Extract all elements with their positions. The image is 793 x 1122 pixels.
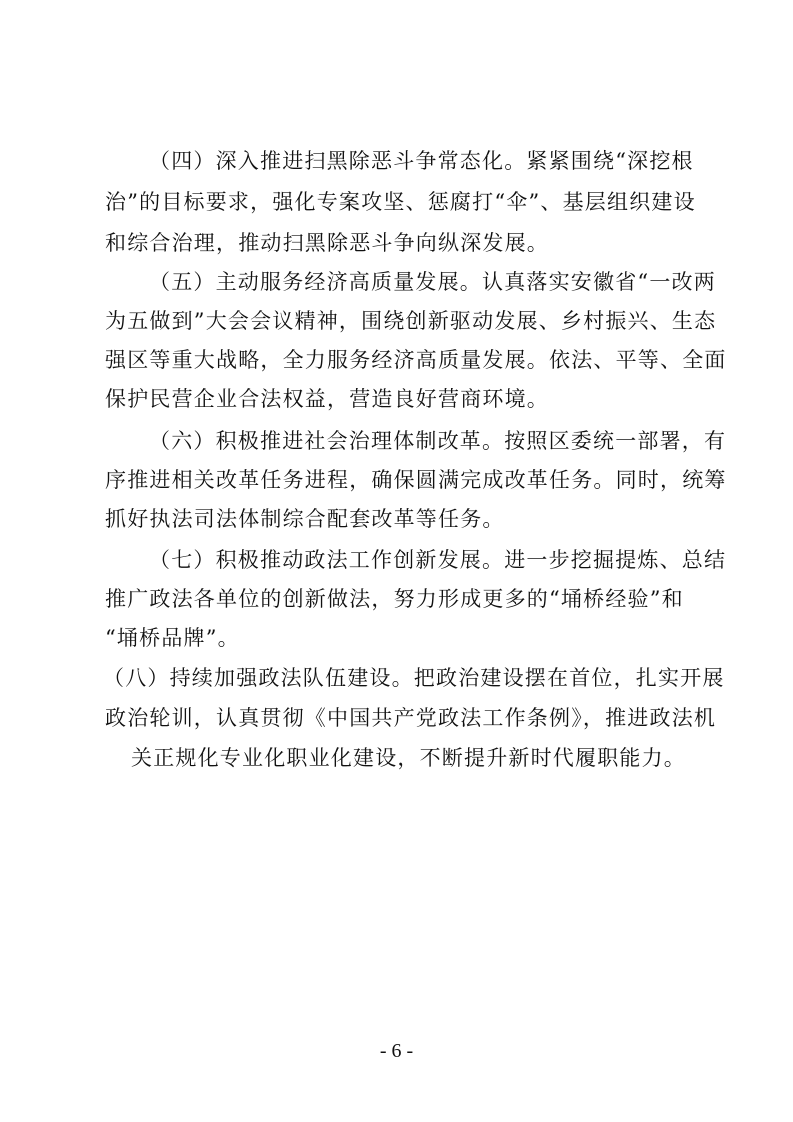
paragraph-line: （五）主动服务经济高质量发展。认真落实安徽省“一改两 <box>149 270 716 294</box>
paragraph-line: “埇桥品牌”。 <box>105 626 240 650</box>
paragraph-line: （六）积极推进社会治理体制改革。按照区委统一部署，有 <box>149 429 727 453</box>
paragraph-line: （八）持续加强政法队伍建设。把政治建设摆在首位，扎实开展 <box>103 666 725 690</box>
paragraph-line: 政治轮训，认真贯彻《中国共产党政法工作条例》，推进政法机 <box>105 706 717 730</box>
paragraph-line: 关正规化专业化职业化建设，不断提升新时代履职能力。 <box>131 746 686 770</box>
paragraph-line: （四）深入推进扫黑除恶斗争常态化。紧紧围绕“深挖根 <box>149 149 694 173</box>
paragraph-line: 保护民营企业合法权益，营造良好营商环境。 <box>105 387 549 411</box>
paragraph-line: 序推进相关改革任务进程，确保圆满完成改革任务。同时，统筹 <box>105 468 727 492</box>
paragraph-line: 抓好执法司法体制综合配套改革等任务。 <box>105 507 505 531</box>
paragraph-line: 为五做到”大会会议精神，围绕创新驱动发展、乡村振兴、生态 <box>105 309 717 333</box>
paragraph-line: 治”的目标要求，强化专案攻坚、惩腐打“伞”、基层组织建设 <box>105 190 696 214</box>
paragraph-line: （七）积极推动政法工作创新发展。进一步挖掘提炼、总结 <box>149 548 727 572</box>
page-number: - 6 - <box>379 1040 414 1062</box>
paragraph-line: 和综合治理，推动扫黑除恶斗争向纵深发展。 <box>105 231 549 255</box>
paragraph-line: 推广政法各单位的创新做法，努力形成更多的“埇桥经验”和 <box>105 587 684 611</box>
paragraph-line: 强区等重大战略，全力服务经济高质量发展。依法、平等、全面 <box>105 348 727 372</box>
